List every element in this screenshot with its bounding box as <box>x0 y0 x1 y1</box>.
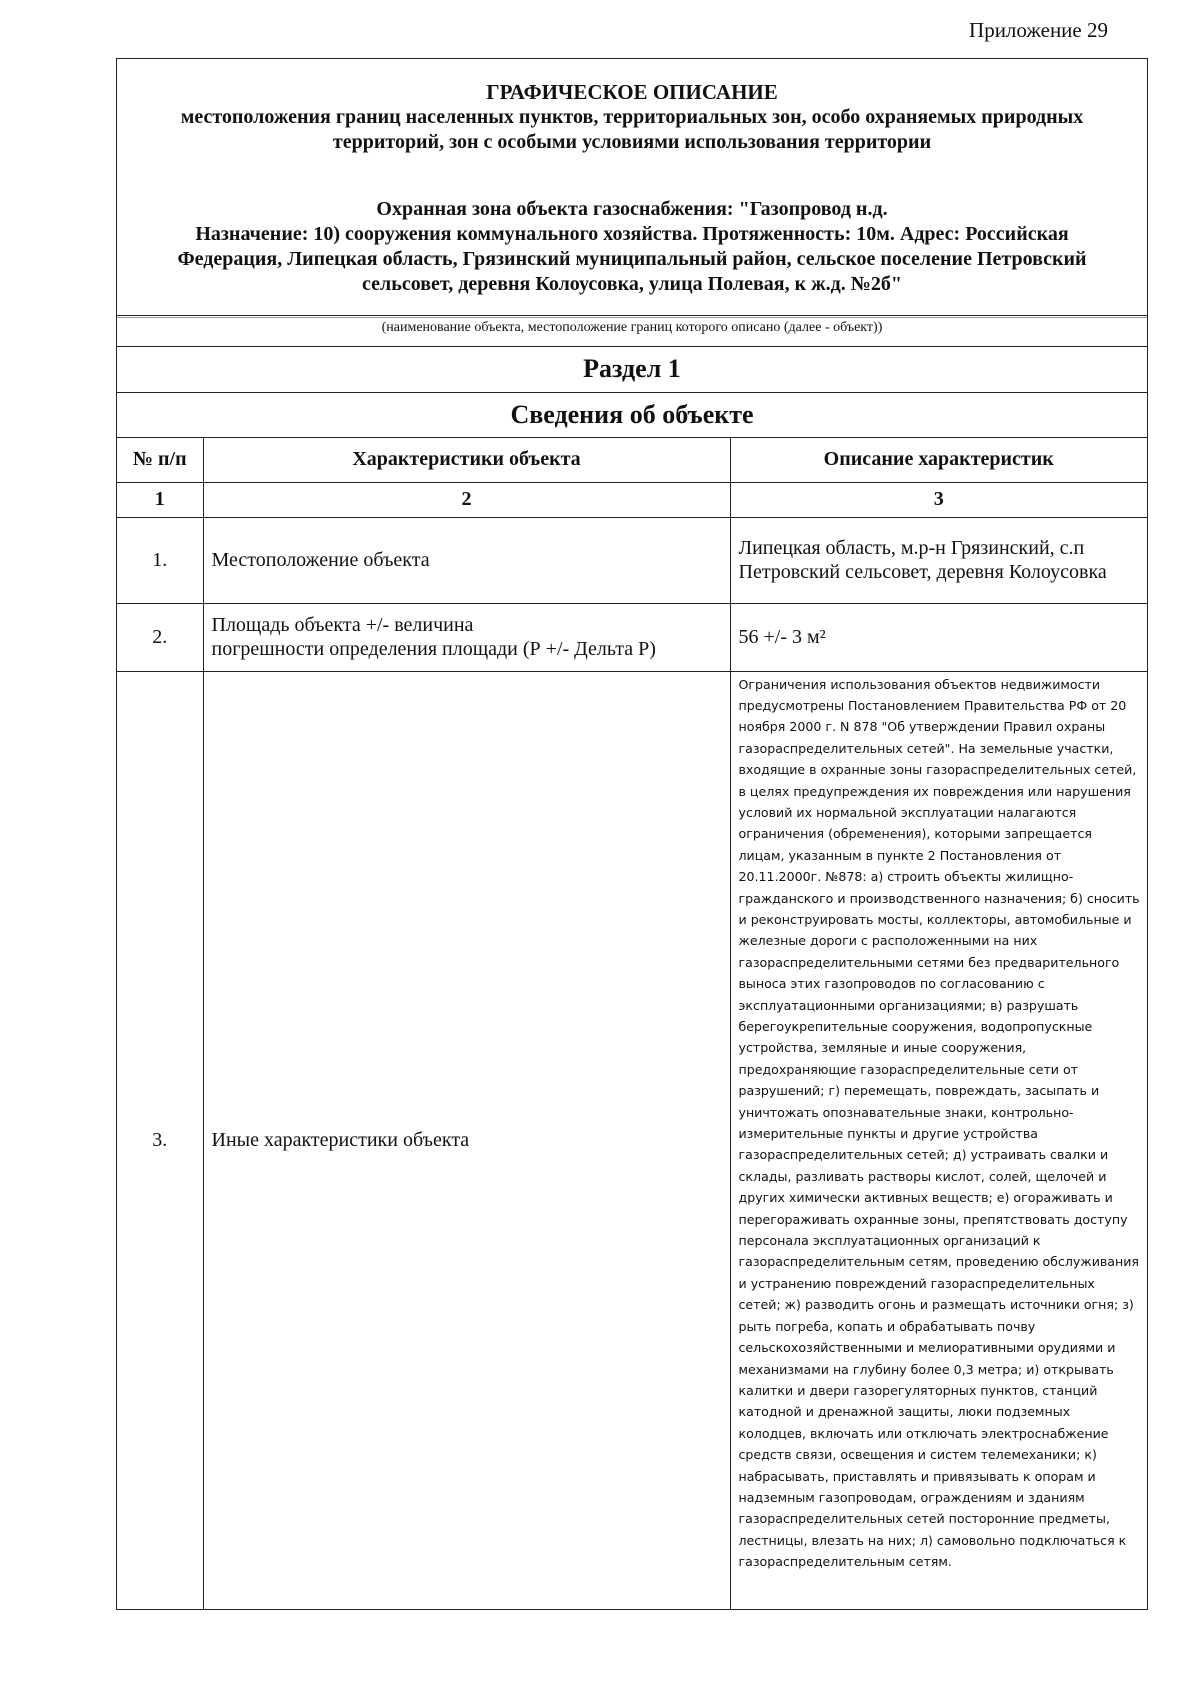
column-number-1: 1 <box>117 482 203 517</box>
column-number-row <box>117 482 1147 517</box>
column-number-2: 2 <box>203 482 730 517</box>
object-caption: (наименование объекта, местоположение границ которого описано (далее - объект)) <box>117 317 1147 346</box>
row-characteristic-line-1: Площадь объекта +/- величина <box>211 614 474 636</box>
row-description: 56 +/- 3 м² <box>730 603 1147 671</box>
section-title: Раздел 1 <box>117 347 1147 392</box>
row-characteristic-line-2: погрешности определения площади (Р +/- Дельта Р) <box>211 638 656 660</box>
section-subtitle-row <box>117 392 1147 437</box>
section-subtitle: Сведения об объекте <box>117 392 1147 437</box>
header-characteristic: Характеристики объекта <box>203 437 730 482</box>
row-characteristic: Местоположение объекта <box>203 517 730 603</box>
object-name-line-1: Охранная зона объекта газоснабжения: "Газопровод н.д. <box>376 198 888 220</box>
document-header <box>117 59 1147 316</box>
row-number: 3. <box>117 671 203 1609</box>
document-title: ГРАФИЧЕСКОЕ ОПИСАНИЕ <box>486 80 778 104</box>
object-info-table <box>117 347 1147 1609</box>
row-characteristic <box>203 603 730 671</box>
row-characteristic: Иные характеристики объекта <box>203 671 730 1609</box>
document-subtitle-line-2: территорий, зон с особыми условиями использования территории <box>332 131 932 153</box>
header-number: № п/п <box>117 437 203 482</box>
column-number-3: 3 <box>730 482 1147 517</box>
table-row <box>117 517 1147 603</box>
table-row <box>117 603 1147 671</box>
row-description: Ограничения использования объектов недвижимости предусмотрены Постановлением Правительства РФ от 20 ноября 2000 г. N 878 "Об утверждении Правил охраны газораспределительных сетей". На земельные участки, входящие в охранные зоны газораспределительных сетей, в целях предупреждения их повреждения или нарушения условий их нормальной эксплуатации налагаются ограничения (обременения), которыми запрещается лицам, указанным в пункте 2 Постановления от 20.11.2000г. №878: а) строить объекты жилищно-гражданского и производственного назначения; б) сносить и реконструировать мосты, коллекторы, автомобильные и железные дороги с расположенными на них газораспределительными сетями без предварительного выноса этих газопроводов по согласованию с эксплуатационными организациями; в) разрушать берегоукрепительные сооружения, водопропускные устройства, земляные и иные сооружения, предохраняющие газораспределительные сети от разрушений; г) перемещать, повреждать, засыпать и уничтожать опознавательные знаки, контрольно-измерительные пункты и другие устройства газораспределительных сетей; д) устраивать свалки и склады, разливать растворы кислот, солей, щелочей и других химически активных веществ; е) огораживать и перегораживать охранные зоны, препятствовать доступу персонала эксплуатационных организаций к газораспределительным сетям, проведению обслуживания и устранению повреждений газораспределительных сетей; ж) разводить огонь и размещать источники огня; з) рыть погреба, копать и обрабатывать почву сельскохозяйственными и мелиоративными орудиями и механизмами на глубину более 0,3 метра; и) открывать калитки и двери газорегуляторных пунктов, станций катодной и дренажной защиты, люки подземных колодцев, включать или отключать электроснабжение средств связи, освещения и систем телемеханики; к) набрасывать, приставлять и привязывать к опорам и надземным газопроводам, ограждениям и зданиям газораспределительных сетей посторонние предметы, лестницы, влезать на них; л) самовольно подключаться к газораспределительным сетям. <box>730 671 1147 1609</box>
section-title-row <box>117 347 1147 392</box>
document-subtitle-line-1: местоположения границ населенных пунктов, территориальных зон, особо охраняемых природных <box>180 106 1084 128</box>
object-name-line-4: сельсовет, деревня Колоусовка, улица Полевая, к ж.д. №2б" <box>362 273 902 295</box>
table-header-row <box>117 437 1147 482</box>
document-frame <box>116 58 1148 1610</box>
object-name-line-3: Федерация, Липецкая область, Грязинский муниципальный район, сельское поселение Петровский <box>177 248 1087 270</box>
header-description: Описание характеристик <box>730 437 1147 482</box>
object-name-line-2: Назначение: 10) сооружения коммунального хозяйства. Протяженность: 10м. Адрес: Российская <box>195 223 1069 245</box>
row-description: Липецкая область, м.р-н Грязинский, с.п Петровский сельсовет, деревня Колоусовка <box>730 517 1147 603</box>
table-row <box>117 671 1147 1609</box>
row-number: 1. <box>117 517 203 603</box>
appendix-label: Приложение 29 <box>969 18 1108 42</box>
row-number: 2. <box>117 603 203 671</box>
